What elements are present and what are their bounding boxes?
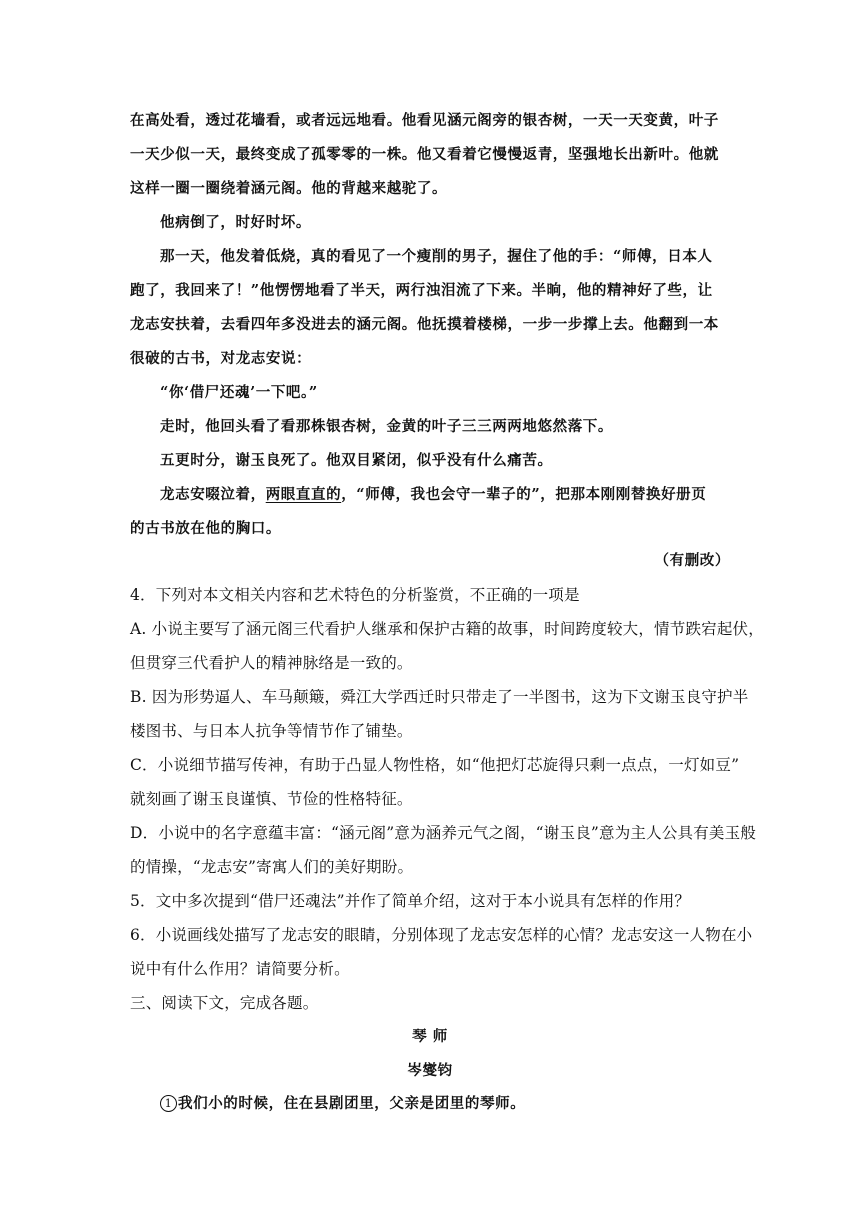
- story-text: ，“师傅，我也会守一辈子的”，把那本刚刚替换好册页: [341, 486, 707, 503]
- story-line: 一天少似一天，最终变成了孤零零的一株。他又看着它慢慢返青，坚强地长出新叶。他就: [130, 146, 719, 163]
- paragraph-number: 1: [160, 1095, 177, 1112]
- option-b: B. 因为形势逼人、车马颠簸，舜江大学西迁时只带走了一半图书，这为下文谢玉良守护半: [130, 688, 749, 706]
- article-paragraph: [130, 1094, 730, 1114]
- option-d: 的情操，“龙志安”寄寓人们的美好期盼。: [130, 858, 414, 876]
- option-c: C．小说细节描写传神，有助于凸显人物性格，如“他把灯芯旋得只剩一点点，一灯如豆”: [130, 756, 740, 774]
- story-line: 跑了，我回来了！”他愣愣地看了半天，两行浊泪流了下来。半晌，他的精神好了些，让: [130, 282, 713, 299]
- option-a: A. 小说主要写了涵元阁三代看护人继承和保护古籍的故事，时间跨度较大，情节跌宕起伏，: [130, 620, 764, 638]
- story-line: “你‘借尸还魂’一下吧。”: [160, 384, 318, 401]
- story-line: 龙志安扶着，去看四年多没进去的涵元阁。他抚摸着楼梯，一步一步撑上去。他翻到一本: [130, 316, 719, 333]
- story-line: 五更时分，谢玉良死了。他双目紧闭，似乎没有什么痛苦。: [160, 452, 553, 469]
- article-title: 琴 师: [412, 1028, 448, 1045]
- story-text: 龙志安啜泣着，: [160, 486, 266, 503]
- story-line: [130, 485, 730, 505]
- question-5: 5．文中多次提到“借尸还魂法”并作了简单介绍，这对于本小说具有怎样的作用？: [130, 892, 691, 910]
- question-4-stem: 4．下列对本文相关内容和艺术特色的分析鉴赏，不正确的一项是: [130, 586, 580, 604]
- story-line: 那一天，他发着低烧，真的看见了一个瘦削的男子，握住了他的手：“师傅，日本人: [160, 248, 713, 265]
- story-line: 在高处看，透过花墙看，或者远远地看。他看见涵元阁旁的银杏树，一天一天变黄，叶子: [130, 112, 719, 129]
- article-author: 岑燮钧: [407, 1062, 453, 1079]
- story-line: 走时，他回头看了看那株银杏树，金黄的叶子三三两两地悠然落下。: [160, 418, 613, 435]
- option-b: 楼图书、与日本人抗争等情节作了铺垫。: [130, 722, 413, 740]
- paragraph-text: 我们小的时候，住在县剧团里，父亲是团里的琴师。: [178, 1095, 526, 1112]
- option-d: D．小说中的名字意蕴丰富：“涵元阁”意为涵养元气之阁，“谢玉良”意为主人公具有美玉般: [130, 824, 757, 842]
- story-line: 他病倒了，时好时坏。: [160, 214, 311, 231]
- question-6: 6．小说画线处描写了龙志安的眼睛，分别体现了龙志安怎样的心情？龙志安这一人物在小: [130, 926, 753, 944]
- section-heading: 三、阅读下文，完成各题。: [130, 994, 319, 1012]
- story-line: 这样一圈一圈绕着涵元阁。他的背越来越驼了。: [130, 180, 448, 197]
- underlined-phrase: 两眼直直的: [265, 486, 342, 503]
- story-line: 很破的古书，对龙志安说：: [130, 350, 312, 367]
- option-a: 但贯穿三代看护人的精神脉络是一致的。: [130, 654, 413, 672]
- story-line: 的古书放在他的胸口。: [130, 520, 281, 537]
- option-c: 就刻画了谢玉良谨慎、节俭的性格特征。: [130, 790, 413, 808]
- question-6: 说中有什么作用？请简要分析。: [130, 960, 350, 978]
- source-note: （有删改）: [654, 552, 730, 569]
